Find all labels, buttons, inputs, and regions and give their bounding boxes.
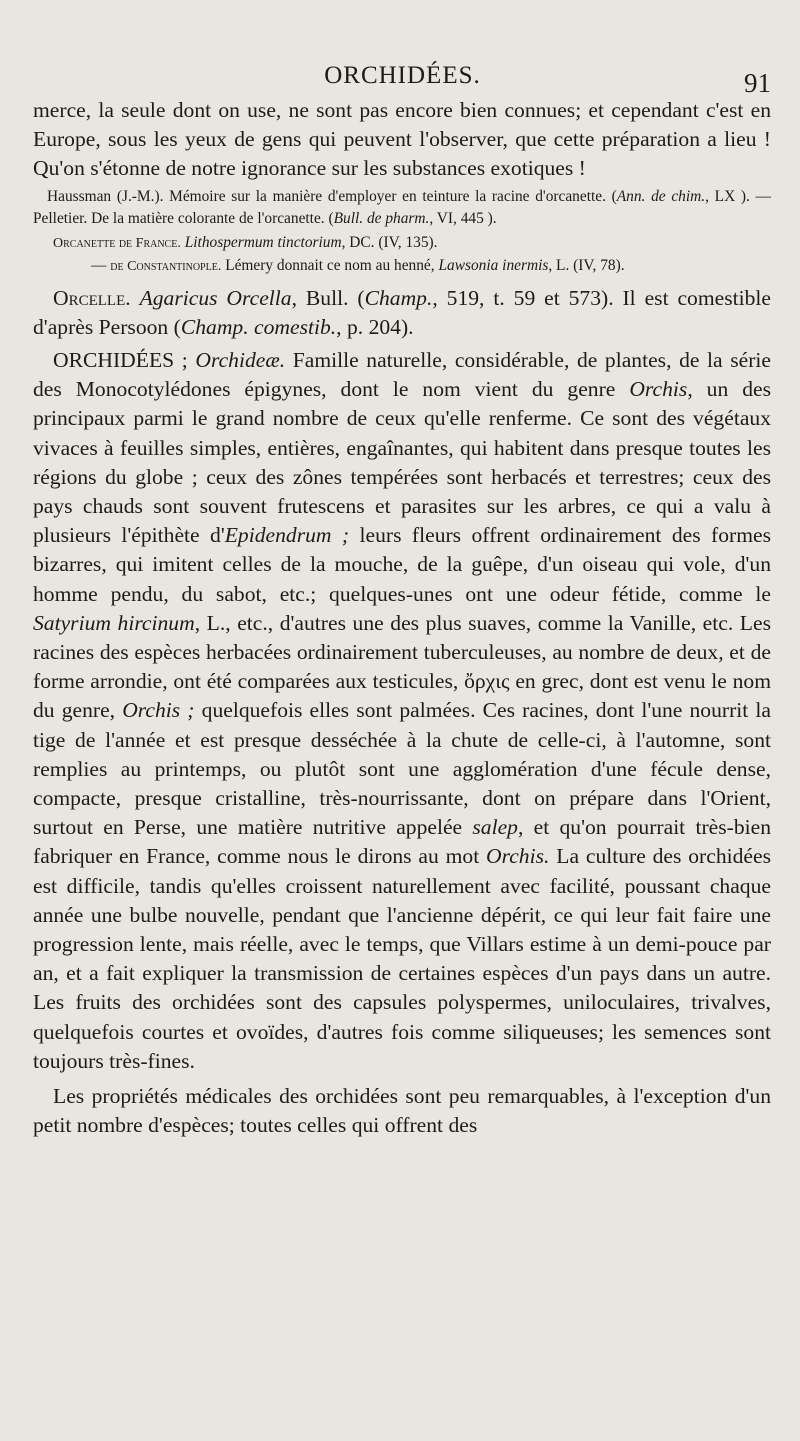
genus-name: Orchis [629, 377, 688, 402]
page-header [30, 62, 775, 98]
entry-term: Orcelle. [53, 285, 131, 310]
ref-text: Haussman (J.-M.). Mémoire sur la manière d'employer en teinture la racine d'orcanette. ( [47, 187, 617, 205]
entry-text: , L., etc., d'autres une des plus suaves, comme la Vanille, etc. Les racines des espèces herbacées ordinairement tuberculeuses, au nombre de deux, et de forme arrondie, ont été comparées aux testicules, [33, 610, 771, 694]
entry-text: leurs fleurs offrent ordinairement des formes bizarres, qui imitent celles de la mouche, de la guêpe, d'un oiseau qui vole, d'un homme pendu, du sabot, etc.; quelques-unes ont une odeur fétide, comme le [33, 523, 771, 606]
genus-name: Orchis. [486, 844, 550, 869]
epithet: Epidendrum ; [224, 523, 350, 548]
page-body [33, 96, 771, 1141]
entry-term: Orcanette de France. [53, 235, 181, 251]
entry-text: Lémery donnait ce nom au henné, [221, 256, 439, 274]
term-salep: salep [472, 815, 518, 840]
entry-text: en grec, dont est venu le nom du genre, [33, 669, 771, 723]
entry-term: de Constantinople. [110, 258, 222, 274]
reference-haussman [33, 186, 771, 230]
entry-orchidees [33, 346, 771, 1076]
page-number: 91 [744, 68, 771, 98]
entry-text: quelquefois elles sont palmées. Ces racines, dont l'une nourrit la tige de l'année et est presque desséchée à la chute de celle-ci, à l'automne, sont remplies au printemps, ou plutôt sont une agglomération d'une fécule dense, compacte, presque cristalline, très-nourrissante, dont on prépare dans l'Orient, surtout en Perse, une matière nutritive appelée [33, 698, 771, 840]
genus-name: Orchis ; [122, 698, 195, 723]
entry-text: ; [174, 348, 196, 373]
entry-text: Famille naturelle, considérable, de plantes, de la série des Monocotylédones épigynes, dont le nom vient du genre [33, 348, 771, 402]
paragraph-continuation: merce, la seule dont on use, ne sont pas encore bien connues; et cependant c'est en Europe, sous les yeux de gens qui peuvent l'observer, que cette préparation a lieu ! Qu'on s'étonne de notre ignorance sur les substances exotiques ! [33, 98, 771, 181]
entry-text: , p. 204). [336, 314, 414, 339]
paragraph-medical-properties: Les propriétés médicales des orchidées sont peu remarquables, à l'exception d'un petit nombre d'espèces; toutes celles qui offrent des [33, 1084, 771, 1138]
ref-text: , LX ). — Pelletier. De la matière colorante de l'orcanette. ( [33, 187, 771, 227]
work-title: Champ. [364, 285, 433, 310]
entry-text: , et qu'on pourrait très-bien fabriquer en France, comme nous le dirons au mot [33, 815, 771, 869]
greek-word: ὄρχις [464, 669, 510, 694]
entry-text: , un des principaux parmi le grand nombre de ceux qu'elle renferme. Ce sont des végétaux vivaces à feuilles simples, entières, engaînantes, qui habitent dans presque toutes les régions du globe ; ceux des zônes tempérées sont herbacés et terrestres; ceux des pays chauds sont souvent frutescens et parasites sur les arbres, ce qui a valu à plusieurs l'épithète d' [33, 377, 771, 548]
entry-orcanette-de-france [33, 232, 771, 255]
latin-name: Lawsonia inermis [438, 256, 549, 274]
latin-name: Satyrium hircinum [33, 610, 195, 635]
running-title: ORCHIDÉES. [324, 62, 481, 89]
ref-text: , VI, 445 ). [429, 209, 497, 227]
latin-name: Lithospermum tinctorium [184, 233, 342, 251]
dash-mark: — [91, 256, 107, 274]
entry-text: , Bull. ( [291, 285, 365, 310]
entry-orcelle [33, 284, 771, 342]
entry-title: ORCHIDÉES [53, 348, 175, 373]
entry-text: , DC. (IV, 135). [341, 233, 438, 251]
latin-name: Agaricus Orcella [139, 285, 292, 310]
entry-text: La culture des orchidées est difficile, tandis qu'elles croissent naturellement avec facilité, poussant chaque année une bulbe nouvelle, pendant que l'ancienne dépérit, ce qui leur fait faire une progression lente, mais réelle, avec le temps, que Villars estime à un demi-pouce par an, et a fait expliquer la transmission de certaines espèces d'un pays dans un autre. Les fruits des orchidées sont des capsules polyspermes, uniloculaires, trivalves, quelquefois courtes et ovoïdes, d'autres fois comme siliqueuses; les semences sont toujours très-fines. [33, 844, 771, 1073]
entry-text: , L. (IV, 78). [548, 256, 625, 274]
ref-journal: Ann. de chim. [616, 187, 706, 205]
latin-name: Orchideæ. [195, 348, 286, 373]
entry-orcanette-de-constantinople [33, 255, 771, 278]
ref-journal: Bull. de pharm. [333, 209, 430, 227]
entry-text: , 519, t. 59 et 573). Il est comestible d'après Persoon ( [33, 285, 772, 339]
work-title: Champ. comestib. [180, 314, 337, 339]
